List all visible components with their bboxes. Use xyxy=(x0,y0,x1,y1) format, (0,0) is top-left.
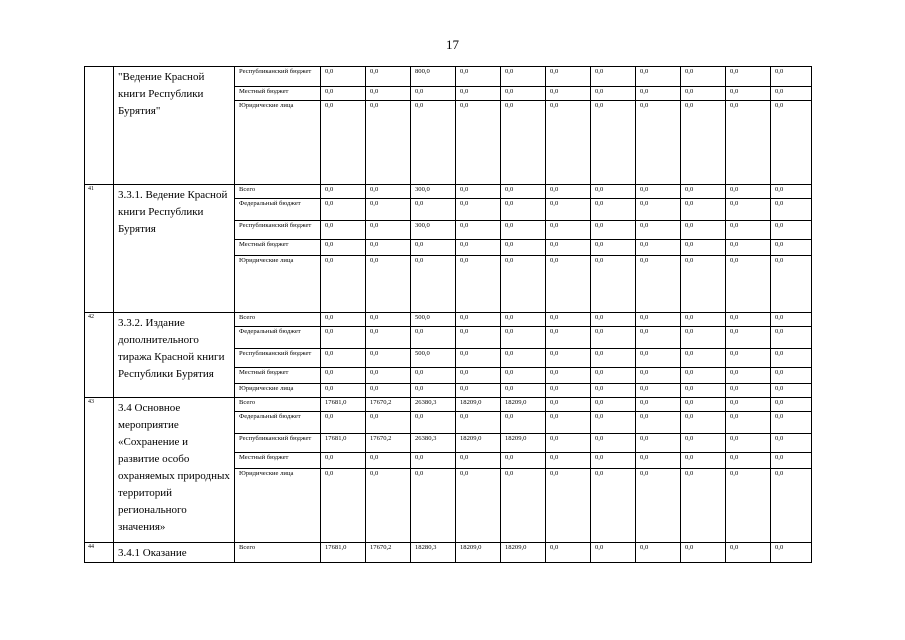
value-cell: 0,0 xyxy=(366,256,411,313)
value-cell: 0,0 xyxy=(681,221,726,240)
funding-source-cell: Федеральный бюджет xyxy=(235,199,321,221)
value-cell: 0,0 xyxy=(456,221,501,240)
value-cell: 0,0 xyxy=(456,327,501,349)
value-cell: 0,0 xyxy=(321,453,366,469)
value-cell: 0,0 xyxy=(636,543,681,563)
value-cell: 0,0 xyxy=(726,199,771,221)
value-cell: 0,0 xyxy=(591,199,636,221)
value-cell: 0,0 xyxy=(681,256,726,313)
value-cell: 0,0 xyxy=(321,256,366,313)
value-cell: 0,0 xyxy=(726,240,771,256)
value-cell: 0,0 xyxy=(411,87,456,101)
value-cell: 0,0 xyxy=(771,199,812,221)
value-cell: 0,0 xyxy=(321,327,366,349)
row-number-cell xyxy=(85,67,114,185)
budget-table xyxy=(84,66,812,563)
value-cell: 0,0 xyxy=(546,87,591,101)
funding-source-cell: Республиканский бюджет xyxy=(235,434,321,453)
value-cell: 0,0 xyxy=(501,368,546,384)
value-cell: 0,0 xyxy=(726,349,771,368)
value-cell: 18209,0 xyxy=(456,543,501,563)
activity-name-cell: 3.4 Основное мероприятие «Сохранение и развитие особо охраняемых природных территорий регионального значения» xyxy=(114,398,235,543)
value-cell: 0,0 xyxy=(726,543,771,563)
value-cell: 0,0 xyxy=(771,543,812,563)
table-row xyxy=(85,185,812,199)
value-cell: 0,0 xyxy=(591,101,636,185)
activity-name-cell: "Ведение Красной книги Республики Бурятия" xyxy=(114,67,235,185)
value-cell: 0,0 xyxy=(591,185,636,199)
funding-source-cell: Республиканский бюджет xyxy=(235,349,321,368)
value-cell: 17670,2 xyxy=(366,398,411,412)
activity-name-cell: 3.3.2. Издание дополнительного тиража Красной книги Республики Бурятия xyxy=(114,313,235,398)
value-cell: 0,0 xyxy=(456,412,501,434)
value-cell: 0,0 xyxy=(546,543,591,563)
value-cell: 0,0 xyxy=(366,327,411,349)
value-cell: 0,0 xyxy=(726,412,771,434)
value-cell: 0,0 xyxy=(591,313,636,327)
value-cell: 0,0 xyxy=(456,256,501,313)
value-cell: 0,0 xyxy=(546,434,591,453)
value-cell: 0,0 xyxy=(411,384,456,398)
value-cell: 17681,0 xyxy=(321,398,366,412)
value-cell: 0,0 xyxy=(456,87,501,101)
row-number-cell: 43 xyxy=(85,398,114,543)
value-cell: 0,0 xyxy=(501,67,546,87)
value-cell: 0,0 xyxy=(411,453,456,469)
value-cell: 0,0 xyxy=(411,240,456,256)
funding-source-cell: Республиканский бюджет xyxy=(235,67,321,87)
value-cell: 0,0 xyxy=(501,87,546,101)
value-cell: 0,0 xyxy=(681,398,726,412)
value-cell: 0,0 xyxy=(726,327,771,349)
value-cell: 0,0 xyxy=(501,221,546,240)
value-cell: 0,0 xyxy=(636,67,681,87)
value-cell: 0,0 xyxy=(591,543,636,563)
funding-source-cell: Местный бюджет xyxy=(235,453,321,469)
funding-source-cell: Всего xyxy=(235,313,321,327)
value-cell: 0,0 xyxy=(501,101,546,185)
value-cell: 0,0 xyxy=(591,434,636,453)
value-cell: 0,0 xyxy=(726,101,771,185)
value-cell: 0,0 xyxy=(771,101,812,185)
value-cell: 0,0 xyxy=(681,434,726,453)
value-cell: 0,0 xyxy=(456,368,501,384)
value-cell: 0,0 xyxy=(501,313,546,327)
value-cell: 0,0 xyxy=(636,469,681,543)
value-cell: 0,0 xyxy=(591,453,636,469)
value-cell: 0,0 xyxy=(411,469,456,543)
value-cell: 0,0 xyxy=(546,313,591,327)
value-cell: 0,0 xyxy=(546,185,591,199)
value-cell: 0,0 xyxy=(726,87,771,101)
value-cell: 0,0 xyxy=(591,412,636,434)
value-cell: 17670,2 xyxy=(366,434,411,453)
value-cell: 0,0 xyxy=(681,327,726,349)
value-cell: 0,0 xyxy=(366,199,411,221)
table-row xyxy=(85,398,812,412)
value-cell: 0,0 xyxy=(546,384,591,398)
value-cell: 0,0 xyxy=(321,412,366,434)
row-number-cell: 44 xyxy=(85,543,114,563)
funding-source-cell: Юридические лица xyxy=(235,469,321,543)
value-cell: 0,0 xyxy=(456,453,501,469)
value-cell: 0,0 xyxy=(456,199,501,221)
value-cell: 0,0 xyxy=(636,185,681,199)
value-cell: 0,0 xyxy=(726,313,771,327)
value-cell: 0,0 xyxy=(771,87,812,101)
value-cell: 18209,0 xyxy=(501,543,546,563)
value-cell: 0,0 xyxy=(456,313,501,327)
value-cell: 0,0 xyxy=(546,453,591,469)
value-cell: 300,0 xyxy=(411,185,456,199)
value-cell: 0,0 xyxy=(681,412,726,434)
value-cell: 0,0 xyxy=(456,349,501,368)
value-cell: 0,0 xyxy=(501,240,546,256)
table-row xyxy=(85,543,812,563)
value-cell: 0,0 xyxy=(636,256,681,313)
value-cell: 0,0 xyxy=(501,349,546,368)
funding-source-cell: Юридические лица xyxy=(235,384,321,398)
value-cell: 0,0 xyxy=(321,368,366,384)
value-cell: 0,0 xyxy=(321,240,366,256)
value-cell: 0,0 xyxy=(681,67,726,87)
value-cell: 0,0 xyxy=(681,543,726,563)
value-cell: 17670,2 xyxy=(366,543,411,563)
value-cell: 0,0 xyxy=(591,327,636,349)
value-cell: 0,0 xyxy=(411,101,456,185)
activity-name-cell: 3.3.1. Ведение Красной книги Республики Бурятия xyxy=(114,185,235,313)
value-cell: 0,0 xyxy=(321,313,366,327)
value-cell: 0,0 xyxy=(636,349,681,368)
value-cell: 0,0 xyxy=(636,199,681,221)
value-cell: 18209,0 xyxy=(501,398,546,412)
value-cell: 0,0 xyxy=(321,101,366,185)
value-cell: 0,0 xyxy=(501,327,546,349)
value-cell: 0,0 xyxy=(321,67,366,87)
value-cell: 0,0 xyxy=(456,67,501,87)
value-cell: 0,0 xyxy=(681,469,726,543)
value-cell: 0,0 xyxy=(771,313,812,327)
value-cell: 0,0 xyxy=(591,87,636,101)
table-body xyxy=(85,67,812,563)
value-cell: 0,0 xyxy=(501,199,546,221)
value-cell: 0,0 xyxy=(366,221,411,240)
value-cell: 0,0 xyxy=(726,384,771,398)
value-cell: 0,0 xyxy=(366,313,411,327)
funding-source-cell: Федеральный бюджет xyxy=(235,327,321,349)
value-cell: 0,0 xyxy=(321,87,366,101)
value-cell: 0,0 xyxy=(366,368,411,384)
value-cell: 0,0 xyxy=(726,368,771,384)
row-number-cell: 42 xyxy=(85,313,114,398)
value-cell: 0,0 xyxy=(546,412,591,434)
value-cell: 0,0 xyxy=(771,256,812,313)
value-cell: 300,0 xyxy=(411,221,456,240)
value-cell: 0,0 xyxy=(636,87,681,101)
value-cell: 0,0 xyxy=(411,199,456,221)
value-cell: 0,0 xyxy=(681,349,726,368)
value-cell: 0,0 xyxy=(636,240,681,256)
value-cell: 0,0 xyxy=(771,434,812,453)
funding-source-cell: Всего xyxy=(235,398,321,412)
value-cell: 500,0 xyxy=(411,313,456,327)
value-cell: 0,0 xyxy=(366,412,411,434)
value-cell: 0,0 xyxy=(771,469,812,543)
value-cell: 0,0 xyxy=(411,327,456,349)
value-cell: 0,0 xyxy=(546,327,591,349)
value-cell: 0,0 xyxy=(681,368,726,384)
value-cell: 0,0 xyxy=(771,185,812,199)
value-cell: 0,0 xyxy=(591,349,636,368)
value-cell: 0,0 xyxy=(636,101,681,185)
value-cell: 0,0 xyxy=(726,434,771,453)
page-number: 17 xyxy=(446,37,459,52)
value-cell: 0,0 xyxy=(501,412,546,434)
value-cell: 0,0 xyxy=(771,327,812,349)
value-cell: 0,0 xyxy=(366,101,411,185)
value-cell: 0,0 xyxy=(771,412,812,434)
funding-source-cell: Юридические лица xyxy=(235,101,321,185)
value-cell: 0,0 xyxy=(591,67,636,87)
value-cell: 0,0 xyxy=(366,384,411,398)
value-cell: 0,0 xyxy=(546,398,591,412)
value-cell: 0,0 xyxy=(636,412,681,434)
value-cell: 0,0 xyxy=(501,469,546,543)
value-cell: 0,0 xyxy=(501,384,546,398)
row-number-cell: 41 xyxy=(85,185,114,313)
value-cell: 0,0 xyxy=(726,185,771,199)
value-cell: 18280,3 xyxy=(411,543,456,563)
value-cell: 17681,0 xyxy=(321,434,366,453)
value-cell: 0,0 xyxy=(636,398,681,412)
value-cell: 0,0 xyxy=(321,185,366,199)
value-cell: 0,0 xyxy=(546,256,591,313)
value-cell: 0,0 xyxy=(636,453,681,469)
value-cell: 0,0 xyxy=(726,469,771,543)
value-cell: 18209,0 xyxy=(456,398,501,412)
value-cell: 0,0 xyxy=(546,221,591,240)
value-cell: 800,0 xyxy=(411,67,456,87)
value-cell: 0,0 xyxy=(591,256,636,313)
value-cell: 0,0 xyxy=(771,67,812,87)
value-cell: 0,0 xyxy=(726,256,771,313)
value-cell: 0,0 xyxy=(771,453,812,469)
value-cell: 500,0 xyxy=(411,349,456,368)
value-cell: 0,0 xyxy=(501,256,546,313)
value-cell: 0,0 xyxy=(636,384,681,398)
table-row xyxy=(85,67,812,87)
value-cell: 0,0 xyxy=(771,349,812,368)
value-cell: 0,0 xyxy=(591,368,636,384)
funding-source-cell: Юридические лица xyxy=(235,256,321,313)
value-cell: 0,0 xyxy=(546,67,591,87)
value-cell: 0,0 xyxy=(366,453,411,469)
value-cell: 0,0 xyxy=(681,384,726,398)
value-cell: 0,0 xyxy=(366,67,411,87)
value-cell: 0,0 xyxy=(456,469,501,543)
value-cell: 0,0 xyxy=(726,398,771,412)
value-cell: 26380,3 xyxy=(411,434,456,453)
value-cell: 0,0 xyxy=(546,240,591,256)
value-cell: 0,0 xyxy=(321,384,366,398)
value-cell: 0,0 xyxy=(771,398,812,412)
value-cell: 0,0 xyxy=(321,469,366,543)
value-cell: 0,0 xyxy=(636,313,681,327)
value-cell: 0,0 xyxy=(636,368,681,384)
value-cell: 0,0 xyxy=(681,101,726,185)
value-cell: 0,0 xyxy=(501,185,546,199)
value-cell: 0,0 xyxy=(726,453,771,469)
value-cell: 17681,0 xyxy=(321,543,366,563)
table-row xyxy=(85,313,812,327)
value-cell: 0,0 xyxy=(681,199,726,221)
value-cell: 0,0 xyxy=(321,221,366,240)
value-cell: 0,0 xyxy=(681,453,726,469)
value-cell: 0,0 xyxy=(636,434,681,453)
value-cell: 0,0 xyxy=(591,469,636,543)
value-cell: 0,0 xyxy=(726,221,771,240)
value-cell: 0,0 xyxy=(366,240,411,256)
funding-source-cell: Республиканский бюджет xyxy=(235,221,321,240)
value-cell: 0,0 xyxy=(681,240,726,256)
value-cell: 0,0 xyxy=(366,469,411,543)
value-cell: 0,0 xyxy=(456,384,501,398)
value-cell: 0,0 xyxy=(411,256,456,313)
value-cell: 0,0 xyxy=(636,221,681,240)
funding-source-cell: Местный бюджет xyxy=(235,240,321,256)
funding-source-cell: Всего xyxy=(235,185,321,199)
value-cell: 0,0 xyxy=(456,185,501,199)
value-cell: 0,0 xyxy=(546,368,591,384)
value-cell: 0,0 xyxy=(771,240,812,256)
value-cell: 26380,3 xyxy=(411,398,456,412)
value-cell: 0,0 xyxy=(411,368,456,384)
value-cell: 0,0 xyxy=(591,221,636,240)
value-cell: 0,0 xyxy=(321,349,366,368)
activity-name-cell: 3.4.1 Оказание xyxy=(114,543,235,563)
value-cell: 0,0 xyxy=(591,384,636,398)
value-cell: 0,0 xyxy=(681,185,726,199)
value-cell: 18209,0 xyxy=(456,434,501,453)
value-cell: 0,0 xyxy=(456,240,501,256)
value-cell: 0,0 xyxy=(411,412,456,434)
value-cell: 0,0 xyxy=(726,67,771,87)
value-cell: 0,0 xyxy=(591,398,636,412)
value-cell: 0,0 xyxy=(366,349,411,368)
value-cell: 0,0 xyxy=(591,240,636,256)
value-cell: 0,0 xyxy=(771,368,812,384)
funding-source-cell: Местный бюджет xyxy=(235,87,321,101)
value-cell: 0,0 xyxy=(546,469,591,543)
value-cell: 18209,0 xyxy=(501,434,546,453)
value-cell: 0,0 xyxy=(456,101,501,185)
value-cell: 0,0 xyxy=(771,384,812,398)
value-cell: 0,0 xyxy=(546,101,591,185)
value-cell: 0,0 xyxy=(366,87,411,101)
value-cell: 0,0 xyxy=(771,221,812,240)
value-cell: 0,0 xyxy=(681,313,726,327)
value-cell: 0,0 xyxy=(636,327,681,349)
value-cell: 0,0 xyxy=(366,185,411,199)
value-cell: 0,0 xyxy=(501,453,546,469)
value-cell: 0,0 xyxy=(546,199,591,221)
funding-source-cell: Местный бюджет xyxy=(235,368,321,384)
value-cell: 0,0 xyxy=(321,199,366,221)
value-cell: 0,0 xyxy=(546,349,591,368)
funding-source-cell: Федеральный бюджет xyxy=(235,412,321,434)
funding-source-cell: Всего xyxy=(235,543,321,563)
value-cell: 0,0 xyxy=(681,87,726,101)
